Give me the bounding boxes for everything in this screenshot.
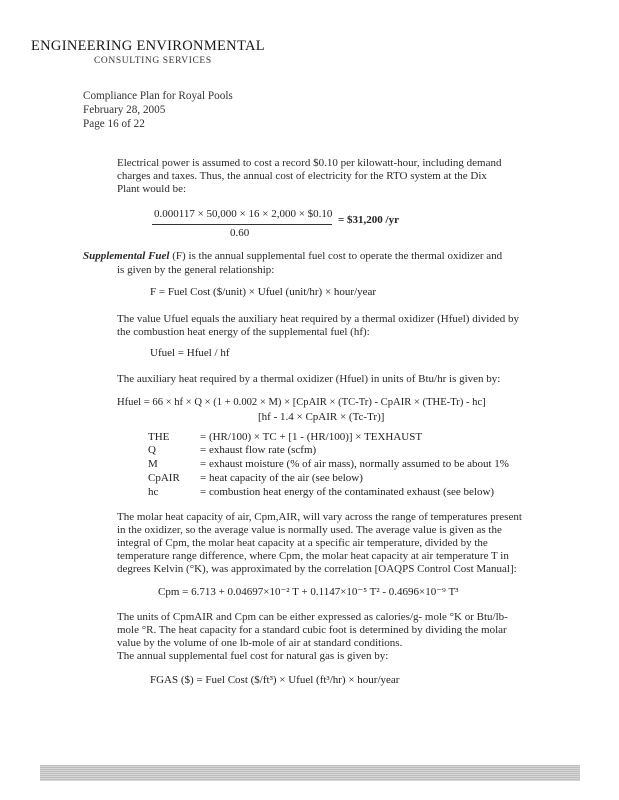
paragraph-line: The value Ufuel equals the auxiliary heat required by a thermal oxidizer (Hfuel) divided by <box>117 313 519 325</box>
definition-symbol: Q <box>148 444 156 456</box>
paragraph-line: Electrical power is assumed to cost a record $0.10 per kilowatt-hour, including demand <box>117 157 502 169</box>
cost-equation-result: = $31,200 /yr <box>338 214 399 226</box>
definition-text: = combustion heat energy of the contaminated exhaust (see below) <box>200 486 495 498</box>
document-date: February 28, 2005 <box>83 104 166 116</box>
hfuel-equation-denominator: [hf - 1.4 × CpAIR × (Tc-Tr)] <box>258 411 385 423</box>
ufuel-equation: Ufuel = Hfuel / hf <box>150 347 230 359</box>
section-heading: Supplemental Fuel <box>83 250 170 262</box>
cost-equation-denominator: 0.60 <box>230 227 250 239</box>
paragraph-line: The molar heat capacity of air, Cpm,AIR, will vary across the range of temperatures present <box>117 511 522 523</box>
paragraph-line: Plant would be: <box>117 183 187 195</box>
section-heading-line <box>83 250 502 264</box>
definition-symbol: M <box>148 458 158 470</box>
definition-text: = (HR/100) × TC + [1 - (HR/100)] × TEXHAUST <box>200 431 423 443</box>
paragraph-line: degrees Kelvin (°K), was approximated by the correlation [OAQPS Control Cost Manual]: <box>117 563 517 575</box>
company-subtitle: CONSULTING SERVICES <box>94 56 212 66</box>
paragraph-line: mole °R. The heat capacity for a standard cubic foot is determined by dividing the molar <box>117 624 507 636</box>
document-title: Compliance Plan for Royal Pools <box>83 90 233 102</box>
definition-text: = exhaust moisture (% of air mass), normally assumed to be about 1% <box>200 458 509 470</box>
cost-equation-numerator: 0.000117 × 50,000 × 16 × 2,000 × $0.10 <box>154 208 333 220</box>
definition-text: = exhaust flow rate (scfm) <box>200 444 317 456</box>
paragraph-line: integral of Cpm, the molar heat capacity at a specific air temperature, divided by the <box>117 537 488 549</box>
hfuel-equation-numerator: Hfuel = 66 × hf × Q × (1 + 0.002 × M) × [CpAIR × (TC-Tr) - CpAIR × (THE-Tr) - hc] <box>117 397 486 408</box>
footer-bar <box>40 765 580 781</box>
fuel-cost-equation: F = Fuel Cost ($/unit) × Ufuel (unit/hr) × hour/year <box>150 286 377 298</box>
paragraph-line: The annual supplemental fuel cost for natural gas is given by: <box>117 650 389 662</box>
paragraph-line: the combustion heat energy of the supplemental fuel (hf): <box>117 326 370 338</box>
paragraph-line: The units of CpmAIR and Cpm can be either expressed as calories/g- mole °K or Btu/lb- <box>117 611 508 623</box>
definition-symbol: CpAIR <box>148 472 180 484</box>
fgas-equation: FGAS ($) = Fuel Cost ($/ft³) × Ufuel (ft³/hr) × hour/year <box>150 674 400 686</box>
paragraph-line: value by the volume of one lb-mole of air at standard conditions. <box>117 637 403 649</box>
fraction-bar <box>152 224 332 225</box>
definition-symbol: hc <box>148 486 159 498</box>
cpm-equation: Cpm = 6.713 + 0.04697×10⁻² T + 0.1147×10⁻⁵ T² - 0.4696×10⁻⁹ T³ <box>158 586 459 598</box>
definition-text: = heat capacity of the air (see below) <box>200 472 363 484</box>
paragraph-line: is given by the general relationship: <box>117 264 275 276</box>
paragraph-line: temperature range difference, where Cpm, the molar heat capacity at air temperature T in <box>117 550 509 562</box>
heading-continuation: (F) is the annual supplemental fuel cost to operate the thermal oxidizer and <box>169 250 503 262</box>
company-name: ENGINEERING ENVIRONMENTAL <box>31 38 265 54</box>
definition-symbol: THE <box>148 431 170 443</box>
paragraph-line: The auxiliary heat required by a thermal oxidizer (Hfuel) in units of Btu/hr is given by: <box>117 373 501 385</box>
page-number: Page 16 of 22 <box>83 118 145 130</box>
paragraph-line: charges and taxes. Thus, the annual cost of electricity for the RTO system at the Dix <box>117 170 487 182</box>
paragraph-line: in the oxidizer, so the average value is normally used. The average value is given as the <box>117 524 502 536</box>
